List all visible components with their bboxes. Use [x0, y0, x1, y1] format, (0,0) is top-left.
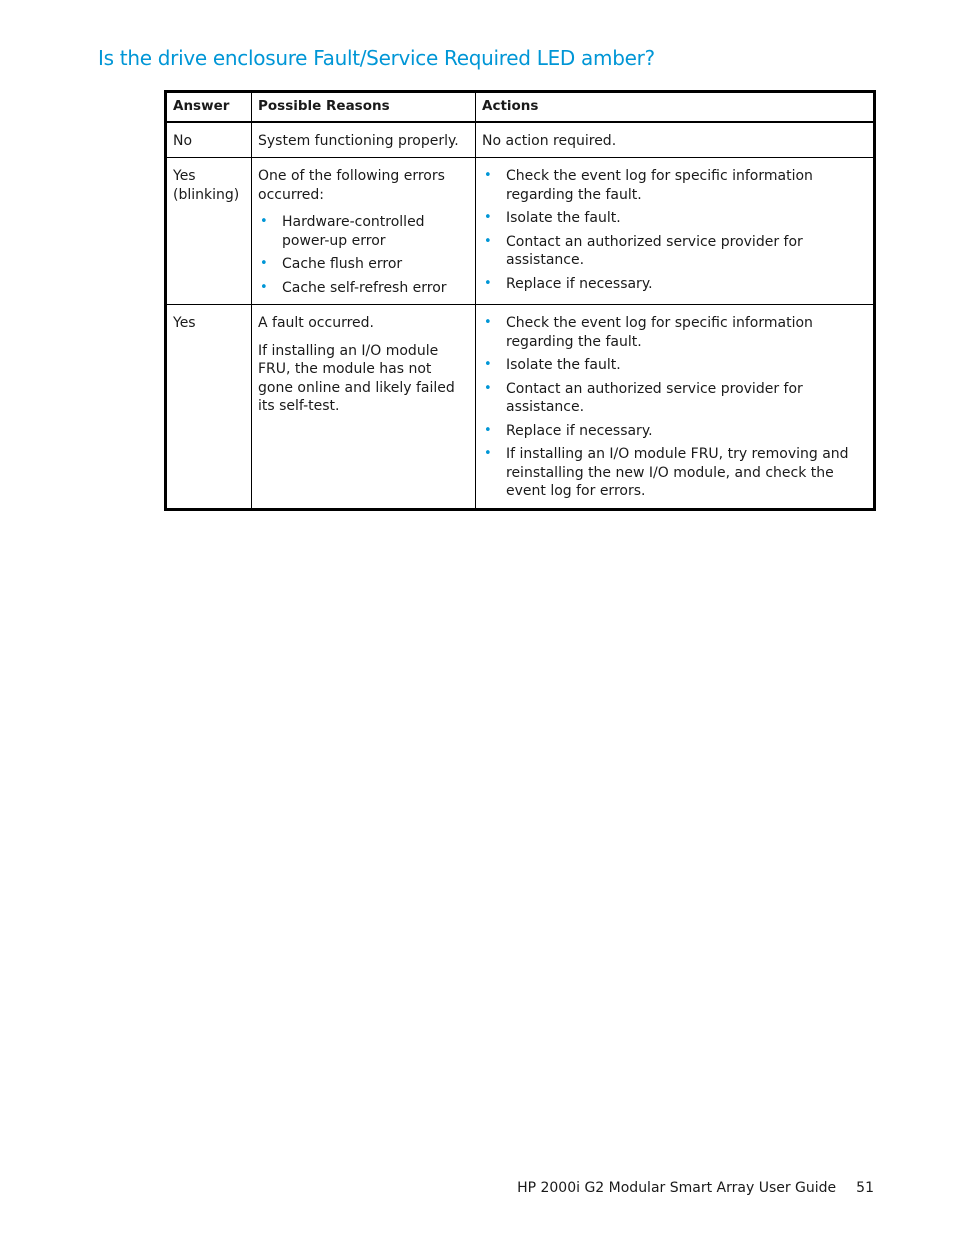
list-item-text: Check the event log for specific information regarding the fault. [506, 315, 813, 350]
answer-cell: Yes [166, 305, 252, 510]
answer-cell: Yes (blinking) [166, 158, 252, 305]
list-item [258, 213, 470, 250]
actions-bullet-list [482, 314, 868, 501]
reasons-paragraph: System functioning properly. [258, 132, 459, 149]
list-item [482, 422, 868, 441]
bullet-icon: • [484, 446, 492, 461]
reasons-cell [252, 305, 476, 510]
list-item [482, 380, 868, 417]
table-row [166, 305, 875, 510]
header-answer: Answer [166, 92, 252, 122]
led-status-table [164, 90, 876, 511]
list-item-text: Replace if necessary. [506, 422, 653, 439]
list-item-text: Cache flush error [282, 256, 403, 272]
list-item-text: Isolate the fault. [506, 210, 621, 226]
reasons-paragraph: One of the following errors occurred: [258, 168, 445, 203]
list-item [482, 275, 868, 294]
list-item-text: Replace if necessary. [506, 275, 653, 292]
list-item-text: Isolate the fault. [506, 357, 621, 373]
table-header-row [166, 92, 875, 122]
bullet-icon: • [260, 256, 268, 271]
bullet-icon: • [484, 357, 492, 372]
actions-bullet-list [482, 167, 868, 293]
list-item [258, 255, 470, 274]
list-item [482, 356, 868, 375]
actions-cell [476, 122, 875, 158]
bullet-icon: • [484, 380, 492, 396]
table-body [166, 122, 875, 510]
list-item-text: Check the event log for specific information regarding the fault. [506, 168, 813, 203]
reasons-cell [252, 122, 476, 158]
list-item-text: Hardware-controlled power-up error [282, 214, 425, 249]
reasons-bullet-list [258, 213, 470, 297]
reasons-cell [252, 158, 476, 305]
list-item-text: If installing an I/O module FRU, try removing and reinstalling the new I/O module, and check the event log for errors. [506, 446, 849, 499]
footer-page-number: 51 [856, 1180, 874, 1196]
header-possible-reasons: Possible Reasons [252, 92, 476, 122]
list-item-text: Contact an authorized service provider for assistance. [506, 380, 803, 415]
bullet-icon: • [260, 214, 268, 229]
list-item [482, 167, 868, 204]
list-item-text: Cache self-refresh error [282, 279, 447, 296]
bullet-icon: • [484, 422, 492, 438]
answer-cell: No [166, 122, 252, 158]
page-footer [517, 1180, 874, 1196]
bullet-icon: • [484, 275, 492, 291]
table-row [166, 158, 875, 305]
table-row [166, 122, 875, 158]
bullet-icon: • [260, 279, 268, 295]
bullet-icon: • [484, 233, 492, 249]
list-item [258, 279, 470, 298]
footer-doc-title: HP 2000i G2 Modular Smart Array User Guide [517, 1180, 837, 1196]
list-item-text: Contact an authorized service provider for assistance. [506, 233, 803, 268]
bullet-icon: • [484, 210, 492, 225]
bullet-icon: • [484, 315, 492, 330]
list-item [482, 209, 868, 228]
list-item [482, 314, 868, 351]
bullet-icon: • [484, 168, 492, 183]
list-item [482, 233, 868, 270]
reasons-paragraph: If installing an I/O module FRU, the module has not gone online and likely failed its self-test. [258, 342, 455, 414]
page-heading: Is the drive enclosure Fault/Service Required LED amber? [98, 46, 655, 70]
reasons-paragraph: A fault occurred. [258, 315, 374, 331]
actions-paragraph: No action required. [482, 132, 617, 149]
header-actions: Actions [476, 92, 875, 122]
list-item [482, 445, 868, 501]
actions-cell [476, 305, 875, 510]
actions-cell [476, 158, 875, 305]
